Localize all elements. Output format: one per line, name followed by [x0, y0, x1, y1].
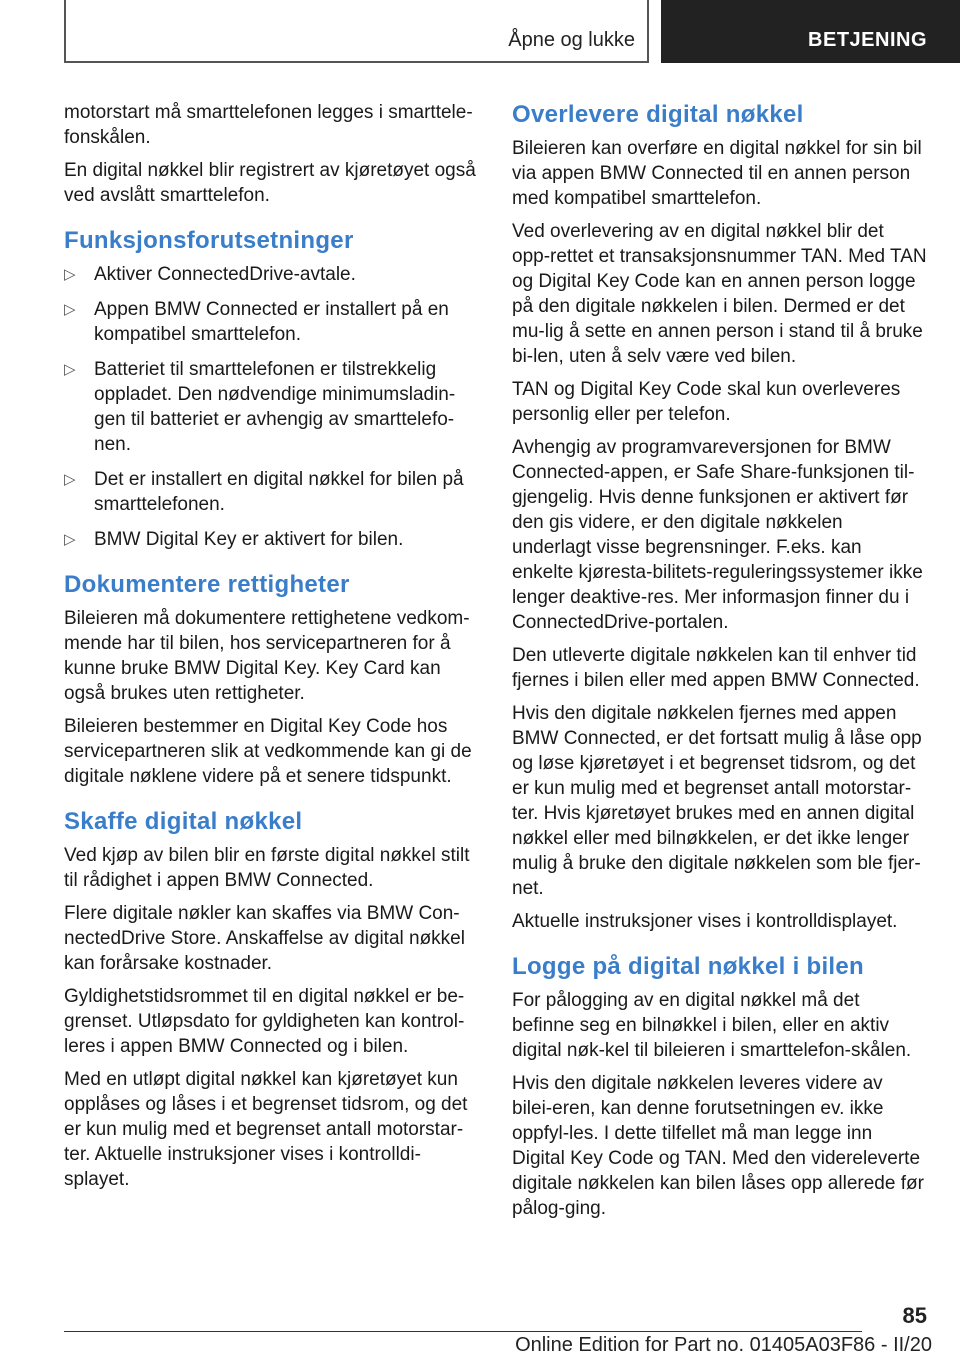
- paragraph: Bileieren kan overføre en digital nøkkel for sin bil via appen BMW Connected til en annen person med kompatibel smarttelefon.: [512, 138, 922, 209]
- paragraph: Flere digitale nøkler kan skaffes via BMW Con-nectedDrive Store. Anskaffelse av digital nøkkel kan forårsake kostnader.: [64, 903, 465, 974]
- paragraph: Bileieren må dokumentere rettighetene vedkom-mende har til bilen, hos servicepartneren for å kunne bruke BMW Digital Key. Key Card kan også brukes uten rettigheter.: [64, 608, 470, 704]
- paragraph: Gyldighetstidsrommet til en digital nøkkel er be-grenset. Utløpsdato for gyldigheten kan kontrol-leres i appen BMW Connected og i bilen.: [64, 986, 465, 1057]
- paragraph: Bileieren bestemmer en Digital Key Code hos servicepartneren slik at vedkommende kan gi de digitale nøklene videre på et senere tidspunkt.: [64, 716, 472, 787]
- heading-rights: Dokumentere rettigheter: [64, 571, 350, 598]
- paragraph: Den utleverte digitale nøkkelen kan til enhver tid fjernes i bilen eller med appen BMW Connected.: [512, 645, 920, 691]
- chapter-title: Åpne og lukke: [508, 29, 635, 51]
- list-item: ▷ BMW Digital Key er aktivert for bilen.: [64, 529, 404, 550]
- list-item: ▷ Appen BMW Connected er installert på en kompatibel smarttelefon.: [64, 299, 449, 345]
- list-item: ▷ Aktiver ConnectedDrive-avtale.: [64, 264, 356, 285]
- paragraph: Ved kjøp av bilen blir en første digital nøkkel stilt til rådighet i appen BMW Connected.: [64, 845, 470, 891]
- left-column: [64, 100, 479, 1200]
- heading-obtain: Skaffe digital nøkkel: [64, 808, 303, 835]
- list-item: ▷ Det er installert en digital nøkkel for bilen på smarttelefonen.: [64, 469, 464, 515]
- bullet-triangle-icon: ▷: [64, 301, 76, 318]
- bullet-triangle-icon: ▷: [64, 471, 76, 488]
- heading-transfer: Overlevere digital nøkkel: [512, 101, 804, 128]
- paragraph: Hvis den digitale nøkkelen fjernes med appen BMW Connected, er det fortsatt mulig å låse opp og løse kjøretøyet i et begrenset tidsrom, og det er kun mulig med et begrenset antall motorstar-ter. Hvis kjøretøyet brukes med en annen digital nøkkel eller med bilnøkkelen, er det ikke lenger mulig å bruke den digitale nøkkelen som ble fjer-net.: [512, 703, 922, 899]
- paragraph: Hvis den digitale nøkkelen leveres videre av bilei-eren, kan denne forutsetningen ev. ikke oppfyl-les. I dette tilfellet må man legge inn Digital Key Code og TAN. Med den videreleverte digitale nøkkelen kan bilen låses opp allerede før pålog-ging.: [512, 1073, 924, 1219]
- footer-edition: Online Edition for Part no. 01405A03F86 - II/20: [515, 1334, 932, 1356]
- bullet-triangle-icon: ▷: [64, 266, 76, 283]
- paragraph: For pålogging av en digital nøkkel må det befinne seg en bilnøkkel i bilen, eller en aktiv digital nøk-kel til bileieren i smarttelefon-skålen.: [512, 990, 912, 1061]
- paragraph: Ved overlevering av en digital nøkkel blir det opp-rettet et transaksjonsnummer TAN. Med TAN og Digital Key Code kan en annen person logge på den digitale nøkkelen i bilen. Dermed er det mu-lig å sette en annen person i stand til å bruke bi-len, uten å selv være ved bilen.: [512, 221, 927, 367]
- footer-divider: [64, 1331, 862, 1332]
- paragraph: TAN og Digital Key Code skal kun overleveres personlig eller per telefon.: [512, 379, 901, 425]
- paragraph: Avhengig av programvareversjonen for BMW Connected-appen, er Safe Share-funksjonen til-gjengelig. Hvis denne funksjonen er aktivert før den gis videre, er den digitale nøkkelen underlagt visse begrensninger. F.eks. kan enkelte kjøresta-bilitets-reguleringssystemer ikke lenger deaktive-res. Mer informasjon finner du i ConnectedDrive-portalen.: [512, 437, 923, 633]
- right-column: [512, 100, 927, 1229]
- section-title: BETJENING: [808, 29, 927, 51]
- heading-requirements: Funksjonsforutsetninger: [64, 227, 354, 254]
- list-item: ▷ Batteriet til smarttelefonen er tilstrekkelig oppladet. Den nødvendige minimumsladin-gen til batteriet er avhengig av smarttelefo-nen.: [64, 359, 456, 455]
- header-section-box: [661, 0, 960, 63]
- paragraph: Med en utløpt digital nøkkel kan kjøretøyet kun opplåses og låses i et begrenset tidsrom, og det er kun mulig med et begrenset antall motorstar-ter. Aktuelle instruksjoner vises i kontrolldi-splayet.: [64, 1069, 468, 1190]
- paragraph: En digital nøkkel blir registrert av kjøretøyet også ved avslått smarttelefon.: [64, 160, 476, 206]
- heading-login: Logge på digital nøkkel i bilen: [512, 953, 865, 980]
- requirements-list: [64, 262, 479, 552]
- bullet-triangle-icon: ▷: [64, 361, 76, 378]
- paragraph: Aktuelle instruksjoner vises i kontrolldisplayet.: [512, 911, 898, 932]
- paragraph: motorstart må smarttelefonen legges i smarttele-fonskålen.: [64, 102, 473, 148]
- bullet-triangle-icon: ▷: [64, 531, 76, 548]
- page-number: 85: [902, 1303, 927, 1328]
- header-title-box: [64, 0, 649, 63]
